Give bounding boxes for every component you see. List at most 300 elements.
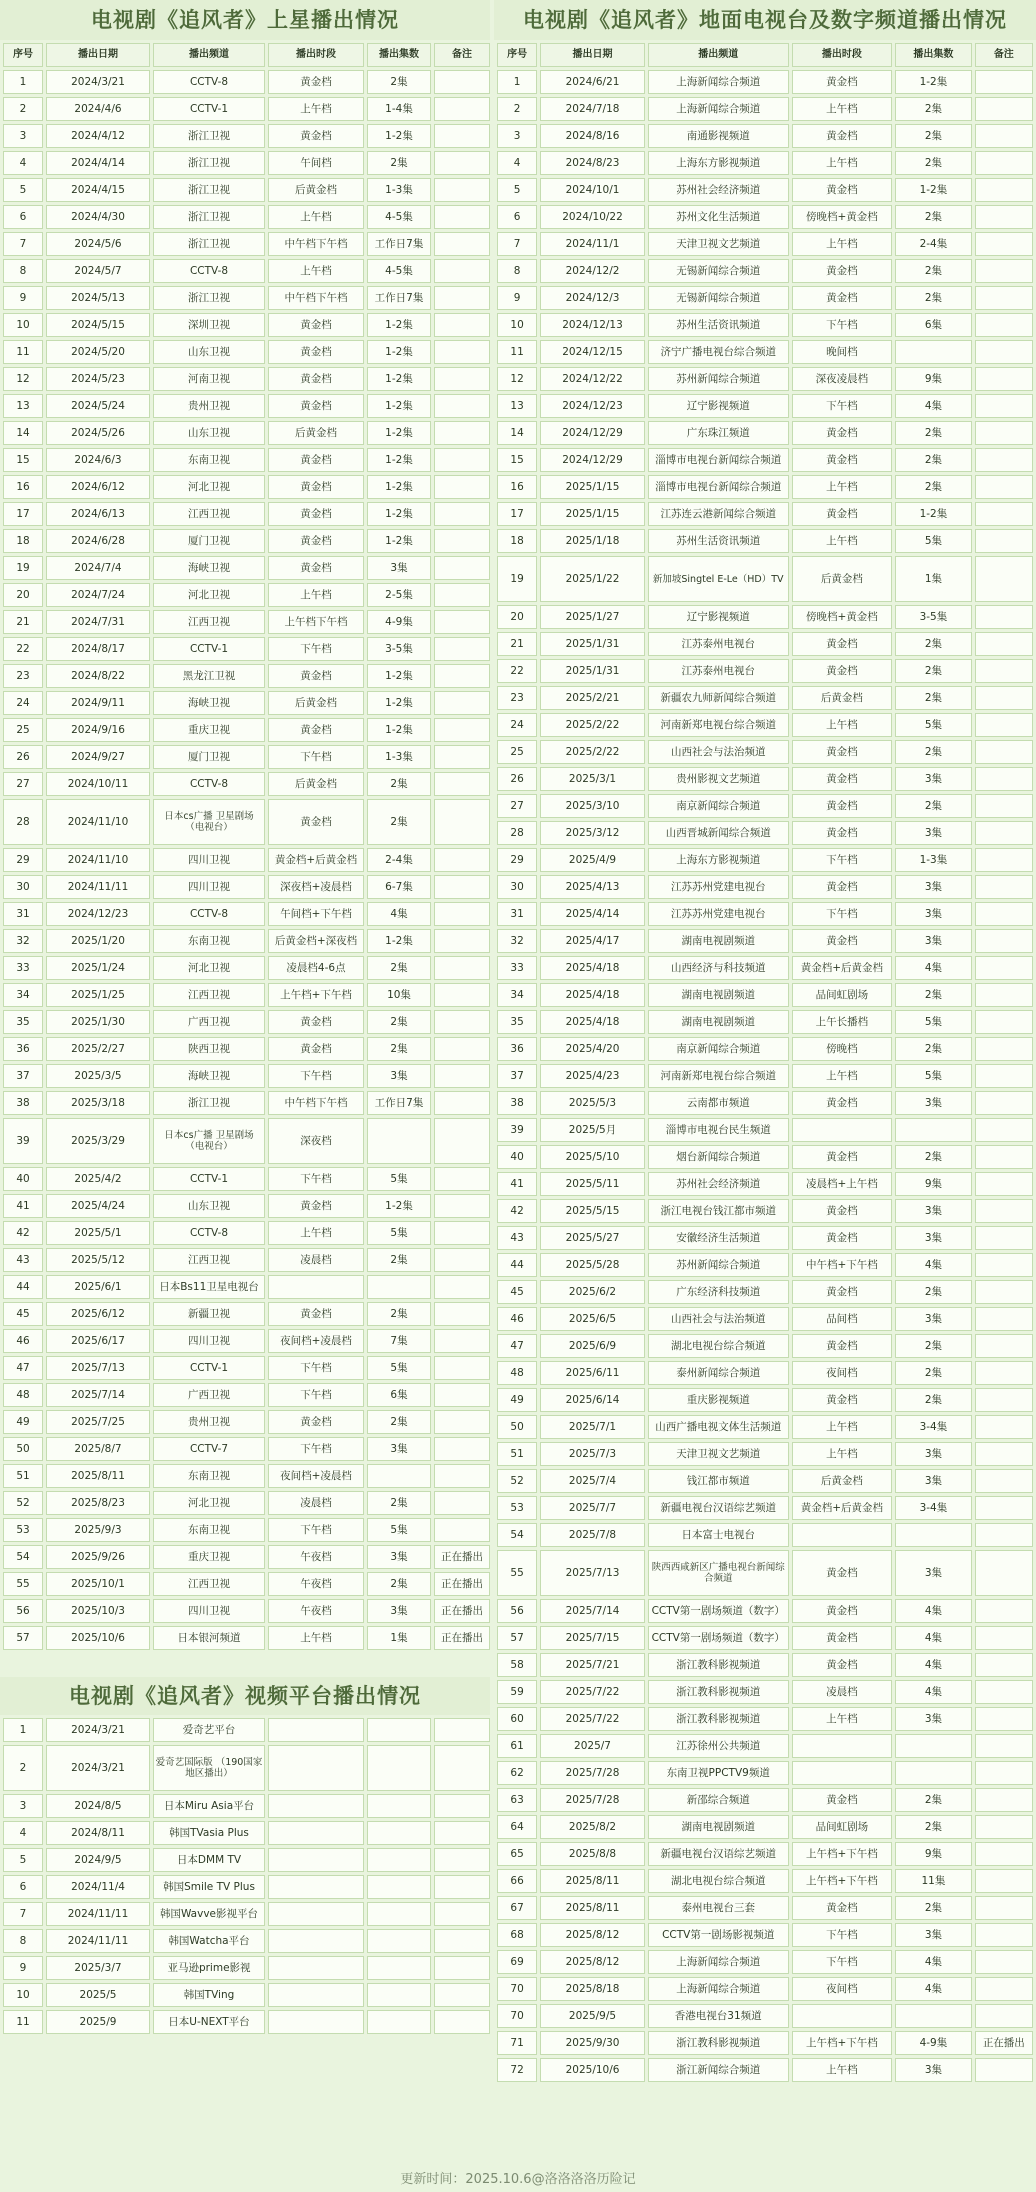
cell-note	[434, 1248, 490, 1272]
cell-note	[975, 1761, 1033, 1785]
cell-slot: 黄金档	[792, 448, 893, 472]
cell-episodes: 1-2集	[367, 1194, 431, 1218]
cell-index: 63	[497, 1788, 537, 1812]
cell-date: 2025/6/11	[540, 1361, 645, 1385]
cell-channel: 浙江新闻综合频道	[648, 2058, 789, 2082]
cell-note	[434, 178, 490, 202]
table-row	[3, 1572, 490, 1596]
cell-slot: 午夜档	[268, 1545, 364, 1569]
cell-note	[434, 151, 490, 175]
cell-channel: 江西卫视	[153, 502, 265, 526]
cell-date: 2024/5/7	[46, 259, 150, 283]
cell-channel: CCTV第一剧场频道（数字）	[648, 1599, 789, 1623]
cell-slot: 中午档+下午档	[792, 1253, 893, 1277]
cell-index: 27	[497, 794, 537, 818]
cell-channel: 江苏泰州电视台	[648, 632, 789, 656]
cell-episodes: 工作日7集	[367, 1091, 431, 1115]
cell-episodes: 4集	[895, 1599, 971, 1623]
cell-slot: 黄金档	[268, 1010, 364, 1034]
cell-index: 22	[497, 659, 537, 683]
cell-slot: 黄金档	[268, 502, 364, 526]
cell-index: 21	[3, 610, 43, 634]
cell-date: 2025/3/1	[540, 767, 645, 791]
cell-date: 2025/6/5	[540, 1307, 645, 1331]
cell-date: 2024/6/28	[46, 529, 150, 553]
cell-episodes: 1-2集	[367, 394, 431, 418]
cell-date: 2025/3/10	[540, 794, 645, 818]
cell-note	[975, 1599, 1033, 1623]
cell-note	[434, 340, 490, 364]
cell-channel: 东南卫视PPCTV9频道	[648, 1761, 789, 1785]
cell-channel: 浙江卫视	[153, 205, 265, 229]
satellite-title: 电视剧《追风者》上星播出情况	[0, 0, 490, 40]
cell-channel: 黑龙江卫视	[153, 664, 265, 688]
cell-date: 2024/6/21	[540, 70, 645, 94]
cell-episodes: 3集	[895, 1469, 971, 1493]
cell-slot: 下午档	[792, 902, 893, 926]
cell-note	[434, 1302, 490, 1326]
cell-date: 2025/3/18	[46, 1091, 150, 1115]
table-row	[497, 740, 1033, 764]
cell-date: 2025/8/12	[540, 1950, 645, 1974]
cell-slot	[792, 1734, 893, 1758]
cell-index: 11	[497, 340, 537, 364]
cell-index: 7	[497, 232, 537, 256]
cell-channel: 广西卫视	[153, 1383, 265, 1407]
table-row	[497, 394, 1033, 418]
cell-index: 35	[497, 1010, 537, 1034]
table-row	[3, 902, 490, 926]
cell-slot	[268, 2010, 364, 2034]
cell-note	[975, 394, 1033, 418]
cell-note	[434, 745, 490, 769]
cell-slot: 深夜档+凌晨档	[268, 875, 364, 899]
header-cell: 播出时段	[792, 43, 893, 67]
cell-slot	[792, 2004, 893, 2028]
cell-slot: 下午档	[268, 1167, 364, 1191]
cell-date: 2024/4/15	[46, 178, 150, 202]
table-row	[497, 529, 1033, 553]
cell-slot	[268, 1929, 364, 1953]
cell-date: 2024/5/24	[46, 394, 150, 418]
cell-index: 14	[3, 421, 43, 445]
cell-episodes: 1-2集	[367, 124, 431, 148]
cell-channel: 烟台新闻综合频道	[648, 1145, 789, 1169]
cell-index: 36	[3, 1037, 43, 1061]
table-row	[497, 313, 1033, 337]
cell-date: 2024/8/23	[540, 151, 645, 175]
cell-episodes	[367, 1794, 431, 1818]
table-row	[3, 1821, 490, 1845]
cell-slot: 上午档	[792, 2058, 893, 2082]
table-row	[497, 232, 1033, 256]
cell-episodes: 2集	[895, 1896, 971, 1920]
cell-index: 52	[497, 1469, 537, 1493]
cell-note	[975, 1653, 1033, 1677]
cell-note	[434, 1821, 490, 1845]
cell-slot	[268, 1718, 364, 1742]
cell-index: 33	[3, 956, 43, 980]
cell-channel: 江苏泰州电视台	[648, 659, 789, 683]
cell-date: 2025/2/22	[540, 713, 645, 737]
table-row	[497, 1226, 1033, 1250]
cell-episodes: 3-4集	[895, 1496, 971, 1520]
table-row	[497, 1523, 1033, 1547]
cell-channel: 海峡卫视	[153, 556, 265, 580]
cell-channel: 山西广播电视文体生活频道	[648, 1415, 789, 1439]
cell-episodes: 6-7集	[367, 875, 431, 899]
cell-slot: 黄金档	[792, 1388, 893, 1412]
cell-channel: 云南都市频道	[648, 1091, 789, 1115]
cell-episodes: 5集	[895, 529, 971, 553]
cell-episodes: 2集	[367, 70, 431, 94]
cell-episodes: 3集	[367, 556, 431, 580]
cell-episodes: 4集	[895, 1253, 971, 1277]
table-row	[497, 1734, 1033, 1758]
cell-slot: 黄金档	[792, 767, 893, 791]
cell-index: 18	[3, 529, 43, 553]
cell-index: 43	[497, 1226, 537, 1250]
cell-channel: 淄博市电视台民生频道	[648, 1118, 789, 1142]
cell-episodes: 1-2集	[895, 70, 971, 94]
cell-slot: 傍晚档+黄金档	[792, 605, 893, 629]
cell-index: 28	[497, 821, 537, 845]
table-row	[3, 691, 490, 715]
cell-slot: 黄金档	[792, 178, 893, 202]
table-row	[497, 178, 1033, 202]
cell-channel: 苏州新闻综合频道	[648, 367, 789, 391]
cell-note	[975, 1896, 1033, 1920]
cell-channel: 韩国Smile TV Plus	[153, 1875, 265, 1899]
cell-channel: 爱奇艺平台	[153, 1718, 265, 1742]
cell-index: 1	[497, 70, 537, 94]
cell-note	[975, 367, 1033, 391]
cell-channel: 四川卫视	[153, 875, 265, 899]
cell-channel: 济宁广播电视台综合频道	[648, 340, 789, 364]
cell-episodes: 9集	[895, 367, 971, 391]
cell-date: 2025/8/23	[46, 1491, 150, 1515]
cell-note	[434, 556, 490, 580]
table-row	[497, 1172, 1033, 1196]
table-row	[497, 421, 1033, 445]
cell-channel: 浙江教科影视频道	[648, 1653, 789, 1677]
cell-channel: 江西卫视	[153, 1248, 265, 1272]
cell-slot: 深夜档	[268, 1118, 364, 1164]
cell-index: 16	[3, 475, 43, 499]
cell-slot: 黄金档	[268, 70, 364, 94]
cell-channel: 河南新郑电视台综合频道	[648, 713, 789, 737]
header-cell: 备注	[434, 43, 490, 67]
cell-channel: 东南卫视	[153, 448, 265, 472]
cell-channel: 海峡卫视	[153, 1064, 265, 1088]
cell-index: 17	[3, 502, 43, 526]
cell-episodes: 1-2集	[367, 502, 431, 526]
cell-date: 2024/9/11	[46, 691, 150, 715]
cell-index: 49	[3, 1410, 43, 1434]
cell-date: 2025/9/5	[540, 2004, 645, 2028]
cell-slot: 午间档	[268, 151, 364, 175]
cell-note	[975, 1010, 1033, 1034]
table-row	[3, 1167, 490, 1191]
table-row	[3, 205, 490, 229]
cell-date: 2024/12/23	[540, 394, 645, 418]
cell-note	[434, 1383, 490, 1407]
cell-slot: 夜间档+凌晨档	[268, 1329, 364, 1353]
cell-note	[434, 1037, 490, 1061]
cell-date: 2024/6/12	[46, 475, 150, 499]
cell-episodes: 2集	[367, 1010, 431, 1034]
cell-note	[434, 848, 490, 872]
table-row	[497, 902, 1033, 926]
cell-episodes: 2集	[895, 205, 971, 229]
cell-slot: 黄金档	[792, 794, 893, 818]
cell-date: 2025/5/10	[540, 1145, 645, 1169]
cell-index: 45	[497, 1280, 537, 1304]
cell-episodes: 2集	[367, 956, 431, 980]
table-row	[3, 1064, 490, 1088]
cell-date: 2025/5月	[540, 1118, 645, 1142]
cell-channel: 日本Bs11卫星电视台	[153, 1275, 265, 1299]
cell-slot: 黄金档	[792, 259, 893, 283]
cell-note	[434, 70, 490, 94]
cell-index: 12	[3, 367, 43, 391]
cell-episodes: 3集	[895, 2058, 971, 2082]
cell-note	[975, 2058, 1033, 2082]
cell-channel: 苏州社会经济频道	[648, 178, 789, 202]
cell-index: 9	[3, 286, 43, 310]
cell-slot: 黄金档	[268, 1037, 364, 1061]
cell-channel: 日本cs广播 卫星剧场（电视台）	[153, 799, 265, 845]
table-row	[3, 875, 490, 899]
cell-date: 2025/3/29	[46, 1118, 150, 1164]
cell-channel: 河北卫视	[153, 1491, 265, 1515]
cell-index: 55	[497, 1550, 537, 1596]
cell-episodes: 3集	[895, 875, 971, 899]
cell-index: 1	[3, 1718, 43, 1742]
cell-note	[975, 1788, 1033, 1812]
right-column	[494, 0, 1036, 2085]
cell-slot: 夜间档+凌晨档	[268, 1464, 364, 1488]
cell-channel: 天津卫视文艺频道	[648, 1442, 789, 1466]
cell-date: 2024/12/22	[540, 367, 645, 391]
cell-episodes: 2集	[895, 740, 971, 764]
cell-note	[975, 1361, 1033, 1385]
cell-note	[975, 502, 1033, 526]
cell-episodes: 2集	[895, 1145, 971, 1169]
table-row	[3, 448, 490, 472]
cell-date: 2024/8/22	[46, 664, 150, 688]
cell-channel: 湖北电视台综合频道	[648, 1334, 789, 1358]
cell-date: 2025/5/3	[540, 1091, 645, 1115]
cell-index: 42	[497, 1199, 537, 1223]
cell-slot: 黄金档	[268, 664, 364, 688]
ground-title: 电视剧《追风者》地面电视台及数字频道播出情况	[494, 0, 1036, 40]
cell-index: 72	[497, 2058, 537, 2082]
cell-note	[975, 632, 1033, 656]
table-row	[497, 983, 1033, 1007]
cell-note	[975, 448, 1033, 472]
cell-channel: 海峡卫视	[153, 691, 265, 715]
cell-slot: 上午档	[268, 1626, 364, 1650]
cell-slot: 品间虹剧场	[792, 1815, 893, 1839]
table-row	[3, 1275, 490, 1299]
header-cell: 播出集数	[367, 43, 431, 67]
cell-date: 2024/8/5	[46, 1794, 150, 1818]
cell-slot: 黄金档	[268, 475, 364, 499]
cell-episodes	[367, 1275, 431, 1299]
cell-note: 正在播出	[434, 1572, 490, 1596]
cell-channel: 香港电视台31频道	[648, 2004, 789, 2028]
cell-index: 46	[3, 1329, 43, 1353]
cell-slot: 黄金档	[792, 1550, 893, 1596]
cell-note: 正在播出	[434, 1545, 490, 1569]
table-row	[3, 1356, 490, 1380]
cell-channel: CCTV-8	[153, 902, 265, 926]
cell-slot	[268, 1821, 364, 1845]
cell-channel: 四川卫视	[153, 1329, 265, 1353]
table-row	[497, 1550, 1033, 1596]
cell-date: 2024/4/14	[46, 151, 150, 175]
table-row	[3, 2010, 490, 2034]
cell-episodes: 4集	[895, 1653, 971, 1677]
cell-index: 19	[497, 556, 537, 602]
table-row	[497, 875, 1033, 899]
cell-channel: 陕西卫视	[153, 1037, 265, 1061]
cell-date: 2025/8/11	[540, 1896, 645, 1920]
table-row	[497, 956, 1033, 980]
table-row	[497, 686, 1033, 710]
cell-channel: 湖南电视剧频道	[648, 1010, 789, 1034]
cell-slot: 下午档	[792, 1923, 893, 1947]
cell-date: 2024/12/29	[540, 448, 645, 472]
cell-slot: 黄金档	[792, 1896, 893, 1920]
cell-index: 42	[3, 1221, 43, 1245]
cell-episodes: 4集	[367, 902, 431, 926]
cell-slot: 上午档	[792, 97, 893, 121]
cell-episodes: 2集	[895, 124, 971, 148]
cell-index: 34	[497, 983, 537, 1007]
cell-episodes: 2集	[895, 632, 971, 656]
cell-slot: 上午档下午档	[268, 610, 364, 634]
cell-episodes: 5集	[367, 1167, 431, 1191]
table-row	[3, 1929, 490, 1953]
cell-channel: 山东卫视	[153, 421, 265, 445]
cell-index: 10	[3, 313, 43, 337]
cell-note	[434, 259, 490, 283]
cell-channel: 上海新闻综合频道	[648, 97, 789, 121]
cell-index: 2	[497, 97, 537, 121]
table-row	[3, 799, 490, 845]
ground-table	[494, 40, 1036, 2085]
cell-index: 50	[3, 1437, 43, 1461]
cell-date: 2024/4/30	[46, 205, 150, 229]
cell-episodes: 5集	[367, 1356, 431, 1380]
cell-note	[434, 1491, 490, 1515]
cell-episodes	[367, 1118, 431, 1164]
header-cell: 播出时段	[268, 43, 364, 67]
cell-date: 2025/6/2	[540, 1280, 645, 1304]
cell-index: 5	[3, 1848, 43, 1872]
cell-index: 34	[3, 983, 43, 1007]
cell-channel: 苏州文化生活频道	[648, 205, 789, 229]
cell-note	[434, 583, 490, 607]
table-row	[497, 556, 1033, 602]
cell-index: 64	[497, 1815, 537, 1839]
footer-update-time: 更新时间：2025.10.6@洛洛洛洛历险记	[0, 2168, 1036, 2192]
cell-note	[434, 205, 490, 229]
cell-note	[975, 686, 1033, 710]
cell-note	[434, 1329, 490, 1353]
cell-episodes: 2集	[367, 1248, 431, 1272]
table-row	[497, 97, 1033, 121]
cell-channel: 深圳卫视	[153, 313, 265, 337]
cell-index: 6	[497, 205, 537, 229]
cell-channel: 无锡新闻综合频道	[648, 286, 789, 310]
cell-episodes: 2集	[367, 1410, 431, 1434]
table-row	[3, 151, 490, 175]
cell-slot: 黄金档	[792, 1145, 893, 1169]
cell-episodes: 2集	[895, 1280, 971, 1304]
table-row	[3, 97, 490, 121]
cell-episodes: 2集	[367, 1572, 431, 1596]
cell-channel: 广西卫视	[153, 1010, 265, 1034]
cell-slot: 午夜档	[268, 1572, 364, 1596]
cell-index: 7	[3, 1902, 43, 1926]
cell-index: 40	[497, 1145, 537, 1169]
cell-date: 2025/7/28	[540, 1788, 645, 1812]
cell-channel: 广东珠江频道	[648, 421, 789, 445]
cell-index: 57	[497, 1626, 537, 1650]
cell-channel: 浙江教科影视频道	[648, 2031, 789, 2055]
table-row	[3, 1037, 490, 1061]
table-row	[497, 1869, 1033, 1893]
cell-episodes: 3集	[367, 1599, 431, 1623]
cell-index: 37	[3, 1064, 43, 1088]
cell-note	[434, 1437, 490, 1461]
cell-channel: 苏州生活资讯频道	[648, 313, 789, 337]
cell-channel: 南京新闻综合频道	[648, 1037, 789, 1061]
cell-note	[975, 2004, 1033, 2028]
cell-slot: 上午档	[268, 259, 364, 283]
cell-index: 70	[497, 1977, 537, 2001]
cell-date: 2024/11/4	[46, 1875, 150, 1899]
cell-note	[434, 2010, 490, 2034]
cell-note	[975, 1307, 1033, 1331]
cell-slot	[268, 1848, 364, 1872]
cell-date: 2025/7/22	[540, 1707, 645, 1731]
table-row	[3, 421, 490, 445]
cell-index: 50	[497, 1415, 537, 1439]
cell-note	[434, 1275, 490, 1299]
cell-episodes: 2-4集	[895, 232, 971, 256]
cell-episodes: 3集	[895, 1091, 971, 1115]
cell-episodes: 2集	[895, 448, 971, 472]
table-row	[3, 1221, 490, 1245]
cell-note	[975, 1091, 1033, 1115]
cell-channel: 韩国TVasia Plus	[153, 1821, 265, 1845]
cell-slot: 黄金档	[268, 124, 364, 148]
cell-episodes: 1-2集	[367, 529, 431, 553]
cell-date: 2025/6/12	[46, 1302, 150, 1326]
cell-date: 2025/4/20	[540, 1037, 645, 1061]
cell-channel: 湖北电视台综合频道	[648, 1869, 789, 1893]
table-row	[497, 2031, 1033, 2055]
cell-episodes: 1-2集	[367, 691, 431, 715]
cell-date: 2025/2/22	[540, 740, 645, 764]
cell-note	[975, 1334, 1033, 1358]
cell-channel: 江西卫视	[153, 1572, 265, 1596]
cell-episodes: 3集	[367, 1545, 431, 1569]
